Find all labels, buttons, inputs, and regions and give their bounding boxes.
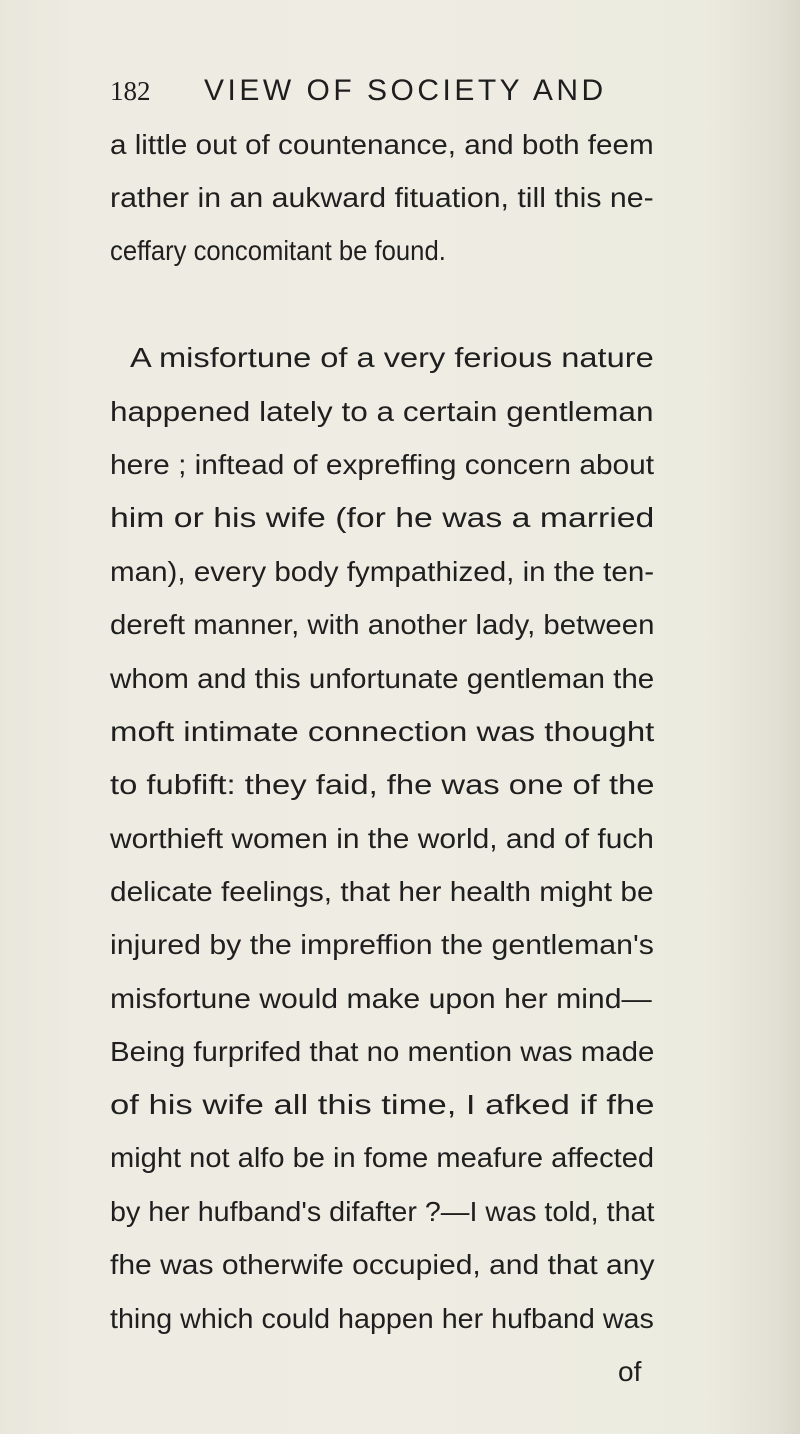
text-line: happened lately to a certain gentleman [110, 396, 654, 427]
text-line: him or his wife (for he was a married [110, 502, 655, 533]
text-line: misfortune would make upon her mind— [110, 983, 652, 1014]
text-line: here ; inftead of expreffing concern about [110, 449, 655, 480]
text-line: dereft manner, with another lady, between [110, 609, 655, 640]
running-head-title: VIEW OF SOCIETY AND [204, 74, 607, 107]
page-number: 182 [110, 76, 151, 106]
text-line: a little out of countenance, and both feem [110, 129, 654, 160]
text-line: to fubfift: they faid, fhe was one of the [110, 769, 655, 800]
text-line: delicate feelings, that her health might be [110, 876, 654, 907]
text-line: by her hufband's difafter ?—I was told, that [110, 1196, 655, 1227]
text-line: rather in an aukward fituation, till this ne- [110, 182, 654, 213]
text-line: thing which could happen her hufband was [110, 1303, 654, 1334]
text-line: A misfortune of a very ferious nature [130, 342, 654, 373]
catchword: of [618, 1356, 642, 1387]
text-line: man), every body fympathized, in the ten- [110, 556, 655, 587]
text-line: fhe was otherwife occupied, and that any [110, 1249, 655, 1280]
text-line: worthieft women in the world, and of fuch [110, 823, 654, 854]
text-line: of his wife all this time, I afked if fhe [110, 1089, 655, 1120]
text-line: injured by the impreffion the gentleman's [110, 929, 654, 960]
text-line: whom and this unfortunate gentleman the [110, 663, 655, 694]
text-line: ceffary concomitant be found. [110, 235, 446, 266]
running-head [110, 74, 670, 114]
text-line: Being furprifed that no mention was made [110, 1036, 655, 1067]
text-line: moft intimate connection was thought [110, 716, 655, 747]
text-line: might not alfo be in fome meafure affected [110, 1142, 655, 1173]
